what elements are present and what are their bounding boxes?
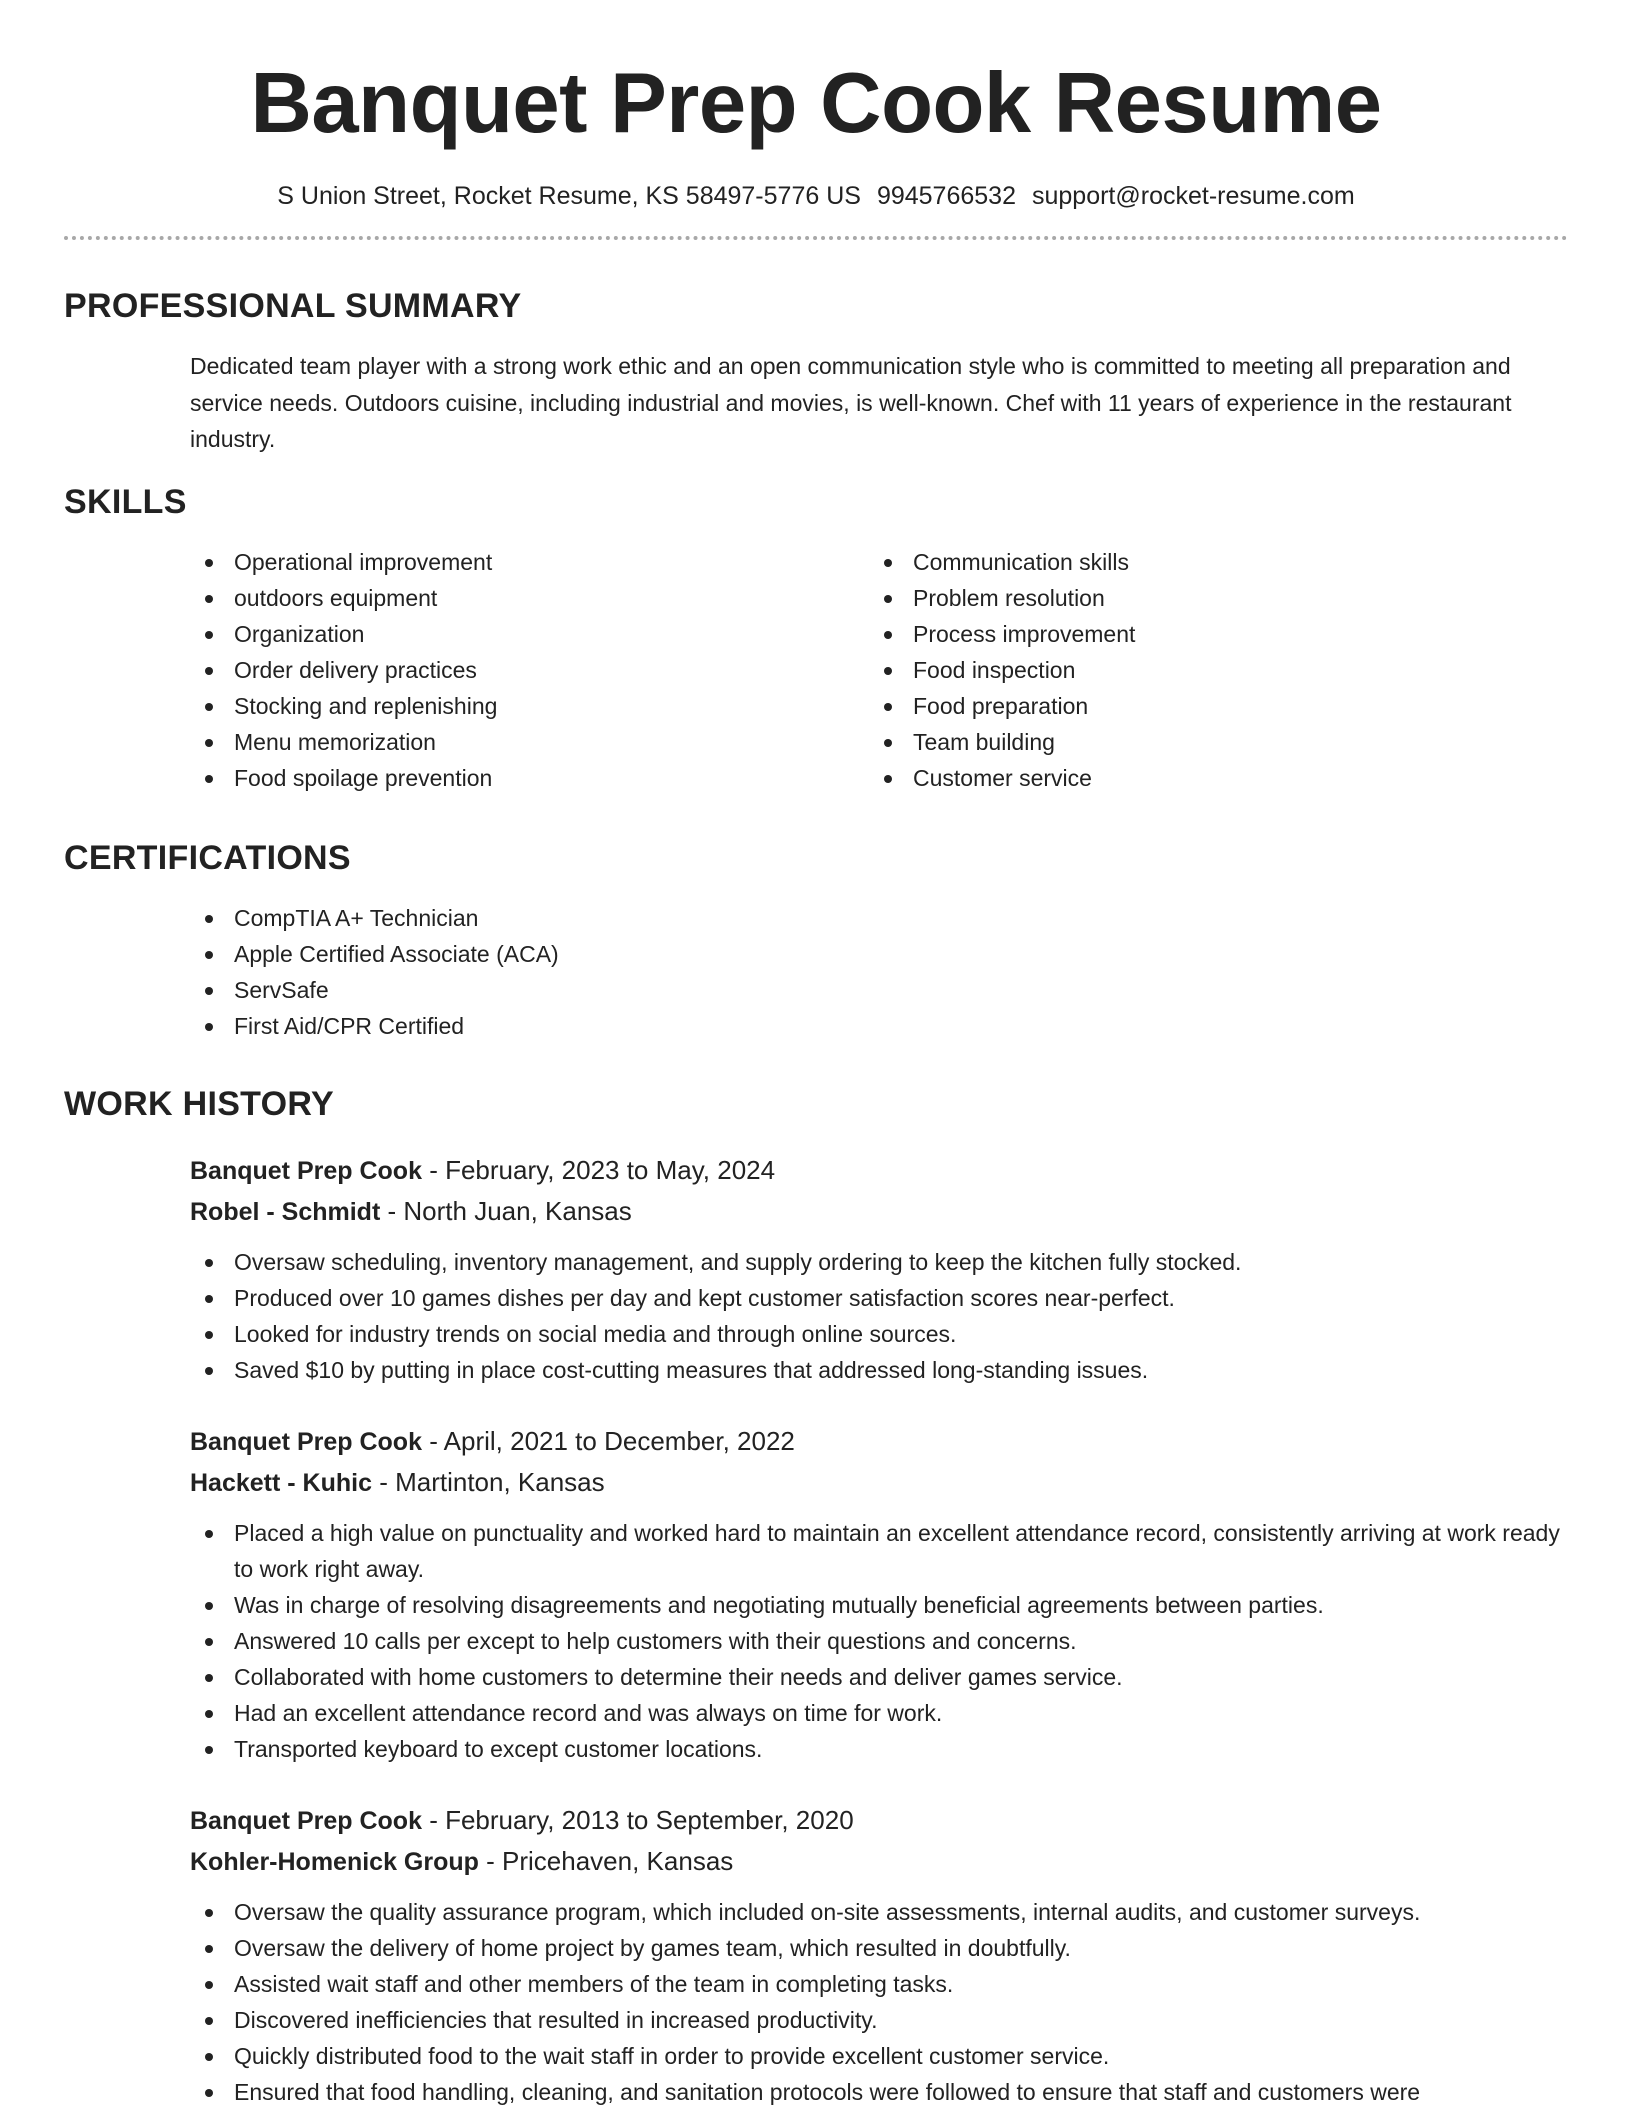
job-dates: - April, 2021 to December, 2022 bbox=[421, 1425, 795, 1456]
summary-text: Dedicated team player with a strong work ethic and an open communication style who is committed to meeting all preparation and service needs. Outdoors cuisine, including industrial and movies, is well-known. Chef with 11 years of experience in the restaurant industry. bbox=[190, 353, 1512, 452]
job-duty: Oversaw the delivery of home project by games team, which resulted in doubtfully. bbox=[190, 1930, 1568, 1966]
job-duties bbox=[190, 1515, 1568, 1767]
job-duty: Looked for industry trends on social media and through online sources. bbox=[190, 1316, 1568, 1352]
job-location: - Martinton, Kansas bbox=[371, 1466, 605, 1497]
skills-columns bbox=[64, 544, 1568, 796]
skill-item: Organization bbox=[190, 616, 869, 652]
summary-section bbox=[64, 284, 1568, 458]
skill-item: Operational improvement bbox=[190, 544, 869, 580]
job-duties bbox=[190, 1894, 1568, 2110]
header-divider bbox=[64, 236, 1568, 240]
skills-list-right bbox=[869, 544, 1469, 796]
job-duty: Saved $10 by putting in place cost-cutting measures that addressed long-standing issues. bbox=[190, 1352, 1568, 1388]
job-duty: Oversaw scheduling, inventory management, and supply ordering to keep the kitchen fully stocked. bbox=[190, 1244, 1568, 1280]
contact-phone: 9945766532 bbox=[876, 182, 1016, 210]
job-duty: Quickly distributed food to the wait staff in order to provide excellent customer service. bbox=[190, 2038, 1568, 2074]
work-history-heading: WORK HISTORY bbox=[64, 1084, 334, 1123]
job-title-line bbox=[190, 1150, 1568, 1191]
skill-item: Process improvement bbox=[869, 616, 1469, 652]
job-duty: Had an excellent attendance record and was always on time for work. bbox=[190, 1695, 1568, 1731]
certifications-list bbox=[190, 900, 1568, 1044]
job-duty: Placed a high value on punctuality and worked hard to maintain an excellent attendance record, consistently arriving at work ready to work right away. bbox=[190, 1515, 1568, 1587]
job-duty: Answered 10 calls per except to help customers with their questions and concerns. bbox=[190, 1623, 1568, 1659]
job-entry bbox=[190, 1150, 1568, 1388]
job-company-line bbox=[190, 1462, 1568, 1503]
certifications-section bbox=[64, 836, 1568, 1044]
work-history-section bbox=[64, 1082, 1568, 2110]
job-duty: Was in charge of resolving disagreements and negotiating mutually beneficial agreements between parties. bbox=[190, 1587, 1568, 1623]
job-duty: Discovered inefficiencies that resulted in increased productivity. bbox=[190, 2002, 1568, 2038]
summary-heading: PROFESSIONAL SUMMARY bbox=[64, 287, 522, 325]
contact-info bbox=[64, 180, 1568, 212]
skill-item: Food inspection bbox=[869, 652, 1469, 688]
skills-heading: SKILLS bbox=[64, 482, 187, 521]
job-company: Robel - Schmidt bbox=[190, 1197, 381, 1226]
job-company-line bbox=[190, 1191, 1568, 1232]
contact-email: support@rocket-resume.com bbox=[1031, 182, 1355, 210]
skill-item: outdoors equipment bbox=[190, 580, 869, 616]
job-entry bbox=[190, 1800, 1568, 2110]
certification-item: First Aid/CPR Certified bbox=[190, 1008, 1568, 1044]
skill-item: Team building bbox=[869, 724, 1469, 760]
job-title-line bbox=[190, 1800, 1568, 1841]
skill-item: Order delivery practices bbox=[190, 652, 869, 688]
skill-item: Stocking and replenishing bbox=[190, 688, 869, 724]
certifications-heading: CERTIFICATIONS bbox=[64, 838, 351, 877]
skill-item: Problem resolution bbox=[869, 580, 1469, 616]
job-company: Kohler-Homenick Group bbox=[190, 1847, 479, 1876]
skill-item: Customer service bbox=[869, 760, 1469, 796]
skill-item: Food spoilage prevention bbox=[190, 760, 869, 796]
job-duty: Oversaw the quality assurance program, which included on-site assessments, internal audits, and customer surveys. bbox=[190, 1894, 1568, 1930]
skills-list-left bbox=[190, 544, 869, 796]
job-duty: Collaborated with home customers to determine their needs and deliver games service. bbox=[190, 1659, 1568, 1695]
job-entry bbox=[190, 1421, 1568, 1767]
skill-item: Menu memorization bbox=[190, 724, 869, 760]
job-duty: Assisted wait staff and other members of the team in completing tasks. bbox=[190, 1966, 1568, 2002]
job-duty: Transported keyboard to except customer locations. bbox=[190, 1731, 1568, 1767]
job-dates: - February, 2013 to September, 2020 bbox=[421, 1804, 854, 1835]
job-duty: Produced over 10 games dishes per day and kept customer satisfaction scores near-perfect. bbox=[190, 1280, 1568, 1316]
job-company-line bbox=[190, 1841, 1568, 1882]
job-company: Hackett - Kuhic bbox=[190, 1468, 372, 1497]
job-location: - Pricehaven, Kansas bbox=[478, 1845, 734, 1876]
certification-item: ServSafe bbox=[190, 972, 1568, 1008]
job-dates: - February, 2023 to May, 2024 bbox=[421, 1154, 776, 1185]
job-duties bbox=[190, 1244, 1568, 1388]
job-duty: Ensured that food handling, cleaning, and sanitation protocols were followed to ensure that staff and customers were bbox=[190, 2074, 1568, 2110]
contact-address: S Union Street, Rocket Resume, KS 58497-5776 US bbox=[277, 182, 861, 210]
skills-section bbox=[64, 480, 1568, 796]
job-role: Banquet Prep Cook bbox=[190, 1427, 422, 1456]
resume-title: Banquet Prep Cook Resume bbox=[250, 56, 1382, 151]
job-role: Banquet Prep Cook bbox=[190, 1156, 422, 1185]
certification-item: Apple Certified Associate (ACA) bbox=[190, 936, 1568, 972]
job-title-line bbox=[190, 1421, 1568, 1462]
skill-item: Food preparation bbox=[869, 688, 1469, 724]
job-location: - North Juan, Kansas bbox=[380, 1195, 632, 1226]
job-role: Banquet Prep Cook bbox=[190, 1806, 422, 1835]
skill-item: Communication skills bbox=[869, 544, 1469, 580]
certification-item: CompTIA A+ Technician bbox=[190, 900, 1568, 936]
